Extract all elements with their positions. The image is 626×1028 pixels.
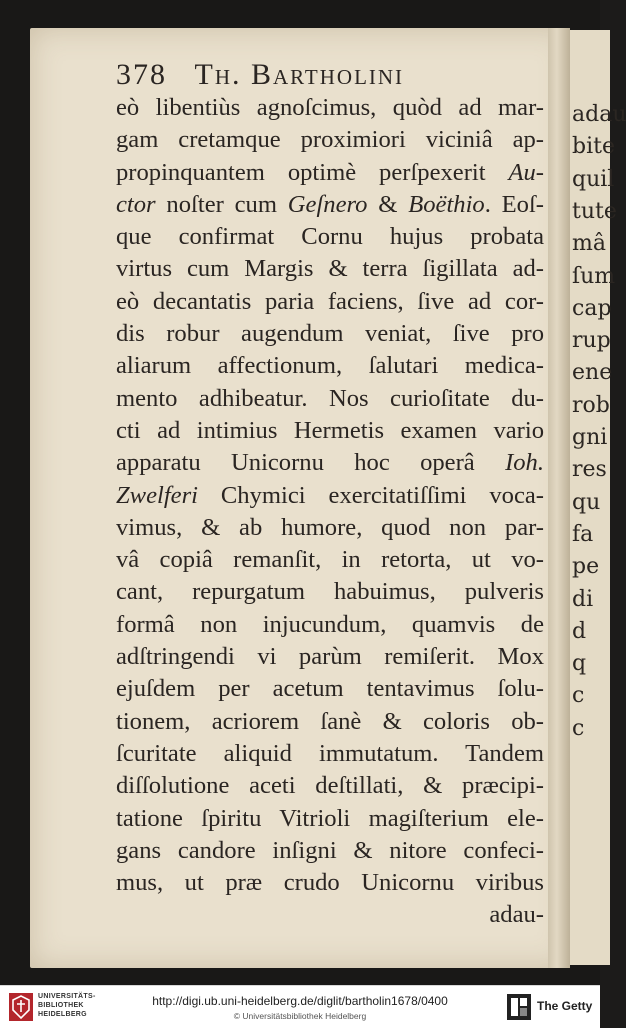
copyright-notice: © Universitätsbibliothek Heidelberg (233, 1011, 367, 1021)
text-line (116, 512, 544, 544)
text-segment: adſtringendi vi parùm remiſerit. Mox (116, 643, 544, 671)
text-segment: ejuſdem per acetum tentavimus ſolu- (116, 675, 544, 703)
page-number: 378 (116, 58, 167, 91)
facing-page-line-fragment: res (572, 457, 607, 483)
text-segment: cti ad intimius Hermetis examen vario (116, 416, 544, 444)
text-line (116, 835, 544, 867)
text-line (116, 92, 544, 124)
text-segment: gans candore inſigni & nitore confeci- (116, 836, 544, 864)
text-segment: propinquantem optimè perſpexerit (116, 158, 509, 186)
italic-segment: Geſnero (287, 190, 368, 218)
text-line (116, 189, 544, 221)
facing-page-fragment (570, 30, 626, 965)
text-line (116, 738, 544, 770)
text-line (116, 318, 544, 350)
italic-segment: Zwelferi (116, 481, 198, 509)
italic-segment: Ioh. (505, 449, 544, 477)
text-segment: vâ copiâ remanſit, in retorta, ut vo- (116, 546, 544, 574)
text-segment: eò libentiùs agnoſcimus, quòd ad mar- (116, 94, 544, 121)
text-line (116, 867, 544, 899)
text-line (116, 673, 544, 705)
text-segment: formâ non injucundum, quamvis de (116, 610, 544, 638)
facing-page-line-fragment: ſum (572, 263, 616, 289)
text-line (116, 253, 544, 285)
text-segment: mus, ut præ crudo Unicornu viribus (116, 869, 544, 897)
text-segment: cant, repurgatum habuimus, pulveris (116, 578, 544, 606)
text-line (116, 803, 544, 835)
text-line (116, 157, 544, 189)
facing-page-line-fragment: q (572, 651, 587, 677)
text-segment: adau- (489, 901, 544, 929)
text-line (116, 221, 544, 253)
facing-page-line-fragment: qu (572, 489, 601, 515)
facing-page-line-fragment: c (572, 715, 585, 741)
text-line (116, 770, 544, 802)
partner-name: The Getty (537, 999, 593, 1013)
text-line (116, 899, 544, 931)
text-segment: vimus, & ab humore, quod non par- (116, 513, 544, 541)
text-line (116, 383, 544, 415)
facing-page-line-fragment: rob (572, 392, 610, 418)
facing-page-line-fragment: quil (572, 166, 615, 192)
text-segment: tatione ſpiritu Vitrioli magiſterium ele- (116, 804, 544, 832)
text-segment: . Eoſ- (484, 190, 545, 218)
text-segment: que confirmat Cornu hujus probata (116, 223, 544, 251)
text-line (116, 706, 544, 738)
facing-page-line-fragment: c (572, 683, 585, 709)
facing-page-line-fragment: rup (572, 328, 611, 354)
italic-segment: ctor (116, 190, 156, 218)
text-line (116, 544, 544, 576)
text-line (116, 286, 544, 318)
italic-segment: Boëthio (408, 190, 485, 218)
text-line (116, 641, 544, 673)
text-line (116, 576, 544, 608)
facing-page-line-fragment: fa (572, 521, 594, 547)
library-logo-text: UNIVERSITÄTS- BIBLIOTHEK HEIDELBERG (38, 993, 96, 1018)
text-line (116, 350, 544, 382)
text-segment: & (367, 190, 409, 218)
text-line (116, 447, 544, 479)
text-segment: tionem, acriorem ſanè & coloris ob- (116, 707, 544, 735)
body-text (116, 92, 544, 932)
text-segment: gam cretamque proximiori viciniâ ap- (116, 126, 544, 154)
text-segment: dis robur augendum veniat, ſive pro (116, 320, 544, 348)
text-segment: noſter cum (155, 190, 288, 218)
text-segment: aliarum affectionum, ſalutari medica- (116, 352, 544, 380)
facing-page-line-fragment: bite (572, 134, 615, 160)
text-line (116, 415, 544, 447)
facing-page-line-fragment: cap (572, 295, 612, 321)
page-gutter (548, 28, 570, 968)
permalink-url[interactable]: http://digi.ub.uni-heidelberg.de/diglit/bartholin1678/0400 (152, 994, 448, 1008)
text-segment: ſcuritate aliquid immutatum. Tandem (116, 739, 544, 767)
viewer-footer (0, 985, 600, 1028)
facing-page-line-fragment: adau (572, 102, 626, 127)
facing-page-line-fragment: d (572, 618, 587, 644)
text-segment: Chymici exercitatiſſimi voca- (197, 481, 544, 509)
facing-page-line-fragment: tute (572, 198, 617, 224)
italic-segment: Au- (508, 158, 544, 186)
text-segment: virtus cum Margis & terra ſigillata ad- (116, 255, 544, 283)
text-line (116, 609, 544, 641)
facing-page-line-fragment: ene (572, 360, 613, 386)
getty-logo-icon (506, 992, 532, 1022)
text-line (116, 124, 544, 156)
text-segment: diſſolutione aceti deſtillati, & præcipi- (116, 772, 544, 800)
facing-page-line-fragment: mâ (572, 231, 606, 257)
text-segment: mento adhibeatur. Nos curioſitate du- (116, 384, 544, 412)
running-header (116, 58, 404, 92)
facing-page-line-fragment: pe (572, 554, 600, 580)
facing-page-line-fragment: di (572, 586, 594, 612)
text-line (116, 480, 544, 512)
text-segment: apparatu Unicornu hoc operâ (116, 449, 506, 477)
running-head-title: Th. Bartholini (194, 58, 405, 91)
text-segment: eò decantatis paria faciens, ſive ad cor- (116, 287, 544, 315)
facing-page-line-fragment: gni (572, 425, 608, 450)
